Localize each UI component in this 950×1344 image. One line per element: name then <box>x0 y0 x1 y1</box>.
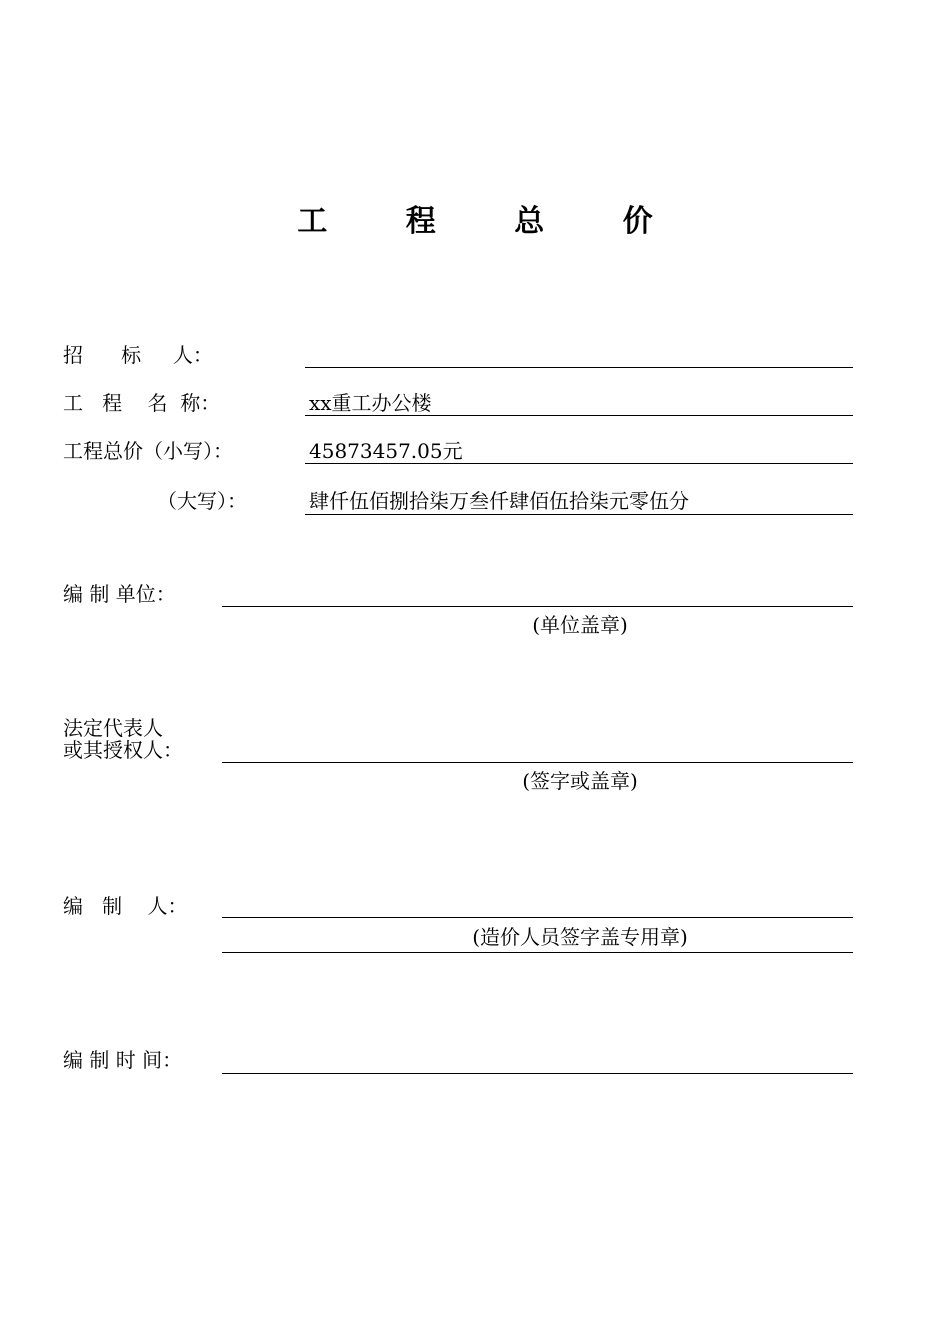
compile-time-field-line[interactable] <box>222 1073 853 1074</box>
legal-rep-label-line2: 或其授权人： <box>63 738 183 762</box>
total-capital-value: 肆仟伍佰捌拾柒万叁仟肆佰伍拾柒元零伍分 <box>309 489 689 513</box>
compiler-field-line[interactable] <box>222 917 853 918</box>
legal-rep-note: (签字或盖章) <box>522 769 638 793</box>
total-small-value: 45873457.05元 <box>309 439 463 463</box>
page-title: 工 程 总 价 <box>297 204 687 239</box>
total-small-field-line[interactable] <box>305 463 853 464</box>
compiler-label: 编 制 人： <box>63 894 188 918</box>
compile-unit-field-line[interactable] <box>222 606 853 607</box>
project-name-value: xx重工办公楼 <box>309 391 432 415</box>
legal-rep-field-line[interactable] <box>222 762 853 763</box>
compiler-note: (造价人员签字盖专用章) <box>472 925 688 949</box>
compile-unit-note: (单位盖章) <box>532 613 628 637</box>
total-small-label: 工程总价（小写）： <box>63 439 233 463</box>
project-name-label: 工 程 名 称： <box>63 391 221 415</box>
total-capital-field-line[interactable] <box>305 514 853 515</box>
tenderer-label: 招 标 人： <box>63 343 213 367</box>
compile-unit-label: 编 制 单位： <box>63 582 176 606</box>
tenderer-field-line[interactable] <box>305 367 853 368</box>
total-capital-label: （大写）： <box>157 489 247 513</box>
compiler-bottom-line <box>222 952 853 953</box>
project-name-field-line[interactable] <box>305 415 853 416</box>
compile-time-label: 编 制 时 间： <box>63 1048 183 1072</box>
legal-rep-label-line1: 法定代表人 <box>63 716 163 740</box>
